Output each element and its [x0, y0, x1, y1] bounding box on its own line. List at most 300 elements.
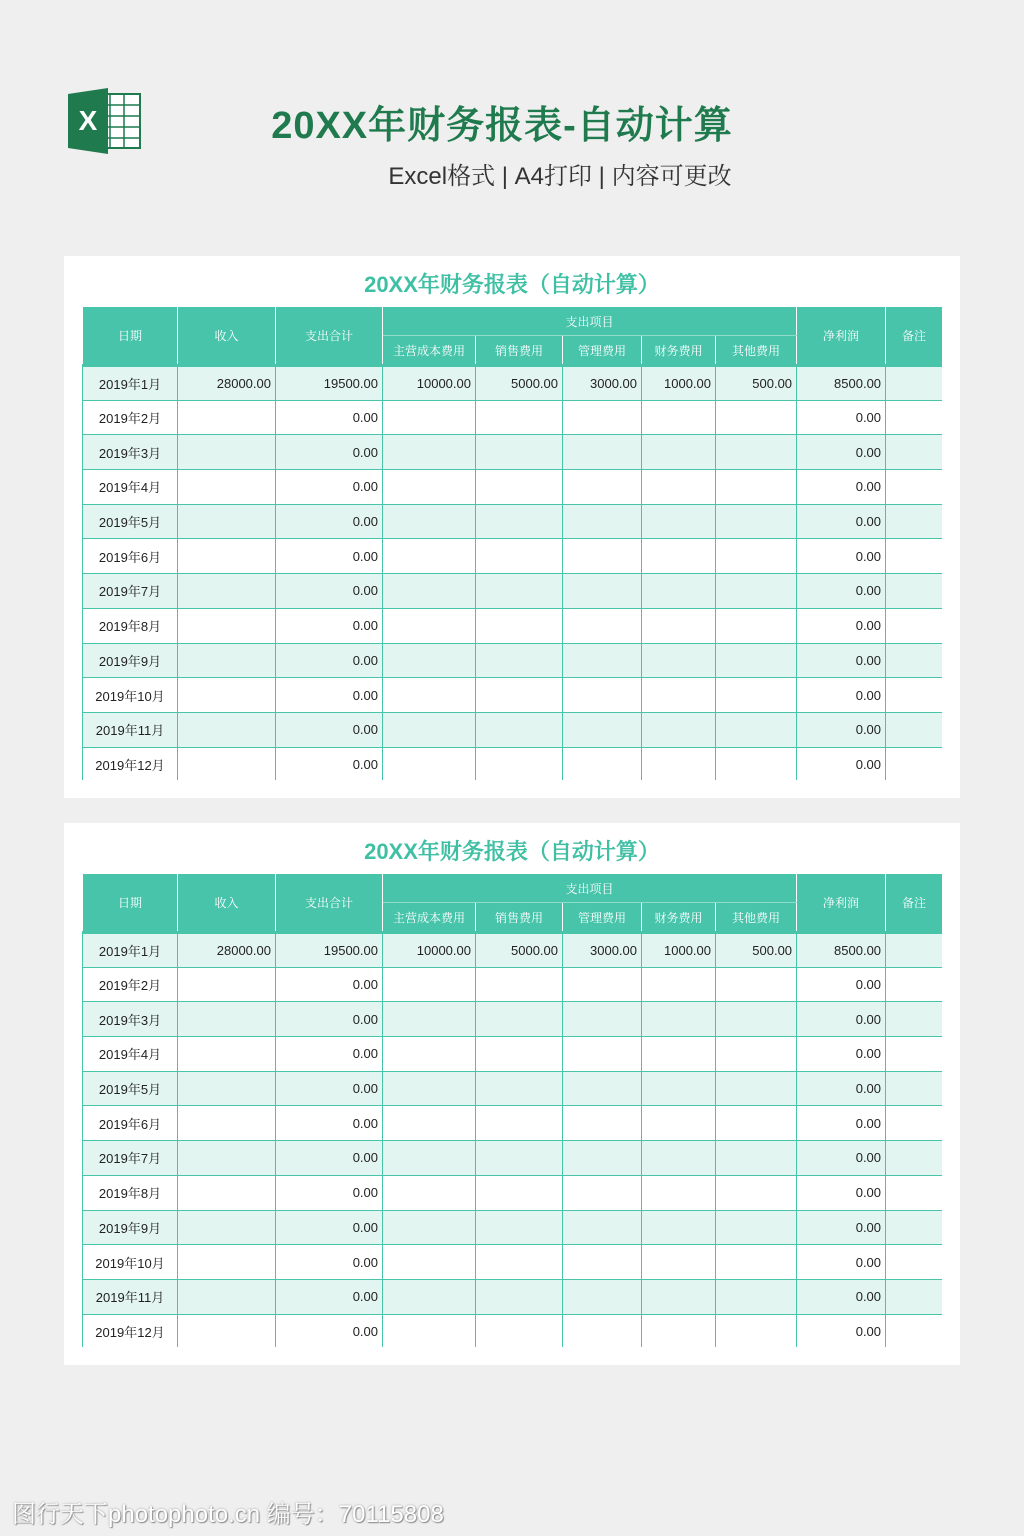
cell-other[interactable]: [716, 1071, 797, 1106]
cell-total-expense[interactable]: 0.00: [276, 1141, 383, 1176]
cell-main-cost[interactable]: [383, 470, 476, 505]
watermark-text: 图行天下photophoto.cn 编号：70115808: [12, 1501, 444, 1528]
cell-other[interactable]: [716, 1279, 797, 1314]
cell-admin[interactable]: [563, 1037, 642, 1072]
cell-income[interactable]: [178, 400, 276, 435]
cell-income[interactable]: [178, 1245, 276, 1280]
cell-finance[interactable]: [642, 747, 716, 780]
cell-date[interactable]: 2019年8月: [83, 1175, 178, 1210]
page-title: [0, 94, 1024, 149]
cell-main-cost[interactable]: [383, 643, 476, 678]
cell-income[interactable]: [178, 608, 276, 643]
sheet-title: 20XX年财务报表（自动计算）: [364, 272, 660, 297]
page-title-text: 20XX年财务报表-自动计算: [271, 105, 733, 147]
cell-finance[interactable]: [642, 712, 716, 747]
cell-date[interactable]: 2019年10月: [83, 1245, 178, 1280]
cell-admin[interactable]: [563, 1279, 642, 1314]
cell-admin[interactable]: [563, 1071, 642, 1106]
cell-other[interactable]: [716, 643, 797, 678]
report-table-wrap: [82, 306, 942, 780]
cell-date[interactable]: 2019年11月: [83, 712, 178, 747]
cell-total-expense[interactable]: 0.00: [276, 1210, 383, 1245]
cell-total-expense[interactable]: 19500.00: [276, 366, 383, 401]
cell-sales[interactable]: [476, 470, 563, 505]
cell-main-cost[interactable]: 10000.00: [383, 933, 476, 968]
cell-main-cost[interactable]: [383, 400, 476, 435]
cell-admin[interactable]: [563, 712, 642, 747]
col-header-main-cost: 主营成本费用: [383, 336, 476, 366]
col-header-finance: 财务费用: [642, 903, 716, 933]
cell-admin[interactable]: [563, 967, 642, 1002]
cell-net-profit[interactable]: 0.00: [797, 643, 886, 678]
cell-main-cost[interactable]: [383, 1106, 476, 1141]
cell-sales[interactable]: 5000.00: [476, 933, 563, 968]
cell-date[interactable]: 2019年4月: [83, 1037, 178, 1072]
cell-finance[interactable]: [642, 574, 716, 609]
cell-admin[interactable]: [563, 1314, 642, 1347]
cell-other[interactable]: [716, 1175, 797, 1210]
table-row: [83, 1071, 943, 1106]
table-row: [83, 1210, 943, 1245]
cell-net-profit[interactable]: 0.00: [797, 1175, 886, 1210]
cell-sales[interactable]: [476, 1175, 563, 1210]
cell-net-profit[interactable]: 0.00: [797, 1210, 886, 1245]
cell-notes[interactable]: [886, 539, 942, 574]
col-header-net-profit: 净利润: [797, 874, 886, 933]
cell-finance[interactable]: [642, 1071, 716, 1106]
cell-admin[interactable]: [563, 1106, 642, 1141]
col-header-total-expense: 支出合计: [276, 307, 383, 366]
table-row: [83, 1245, 943, 1280]
cell-net-profit[interactable]: 8500.00: [797, 366, 886, 401]
cell-other[interactable]: [716, 1037, 797, 1072]
cell-net-profit[interactable]: 0.00: [797, 574, 886, 609]
cell-income[interactable]: [178, 712, 276, 747]
cell-date[interactable]: 2019年11月: [83, 1279, 178, 1314]
cell-net-profit[interactable]: 0.00: [797, 435, 886, 470]
col-header-main-cost: 主营成本费用: [383, 903, 476, 933]
cell-sales[interactable]: [476, 1245, 563, 1280]
table-row: [83, 574, 943, 609]
table-row: [83, 608, 943, 643]
cell-admin[interactable]: [563, 504, 642, 539]
cell-date[interactable]: 2019年9月: [83, 1210, 178, 1245]
cell-main-cost[interactable]: [383, 574, 476, 609]
cell-finance[interactable]: [642, 1210, 716, 1245]
table-row: [83, 504, 943, 539]
col-header-date: 日期: [83, 307, 178, 366]
cell-total-expense[interactable]: 0.00: [276, 400, 383, 435]
cell-other[interactable]: [716, 574, 797, 609]
cell-income[interactable]: [178, 1141, 276, 1176]
cell-sales[interactable]: [476, 678, 563, 713]
cell-net-profit[interactable]: 0.00: [797, 1037, 886, 1072]
cell-income[interactable]: [178, 1037, 276, 1072]
cell-notes[interactable]: [886, 712, 942, 747]
col-header-expense-group: 支出项目: [383, 307, 797, 336]
cell-sales[interactable]: [476, 1210, 563, 1245]
cell-date[interactable]: 2019年6月: [83, 539, 178, 574]
cell-admin[interactable]: [563, 1002, 642, 1037]
cell-net-profit[interactable]: 0.00: [797, 1071, 886, 1106]
cell-total-expense[interactable]: 0.00: [276, 1279, 383, 1314]
col-header-income: 收入: [178, 874, 276, 933]
cell-sales[interactable]: [476, 1071, 563, 1106]
cell-finance[interactable]: [642, 643, 716, 678]
cell-income[interactable]: [178, 747, 276, 780]
cell-other[interactable]: [716, 1314, 797, 1347]
col-header-date: 日期: [83, 874, 178, 933]
cell-net-profit[interactable]: 0.00: [797, 1106, 886, 1141]
table-row: [83, 747, 943, 780]
cell-main-cost[interactable]: [383, 1279, 476, 1314]
cell-notes[interactable]: [886, 1279, 942, 1314]
table-row: [83, 967, 943, 1002]
cell-main-cost[interactable]: [383, 1175, 476, 1210]
cell-income[interactable]: [178, 1002, 276, 1037]
cell-notes[interactable]: [886, 435, 942, 470]
cell-other[interactable]: [716, 712, 797, 747]
cell-other[interactable]: [716, 1141, 797, 1176]
cell-date[interactable]: 2019年9月: [83, 643, 178, 678]
cell-date[interactable]: 2019年1月: [83, 933, 178, 968]
cell-date[interactable]: 2019年10月: [83, 678, 178, 713]
cell-sales[interactable]: [476, 1106, 563, 1141]
cell-date[interactable]: 2019年7月: [83, 1141, 178, 1176]
cell-net-profit[interactable]: 0.00: [797, 400, 886, 435]
cell-admin[interactable]: [563, 1210, 642, 1245]
cell-total-expense[interactable]: 0.00: [276, 643, 383, 678]
cell-date[interactable]: 2019年7月: [83, 574, 178, 609]
cell-main-cost[interactable]: [383, 747, 476, 780]
cell-notes[interactable]: [886, 574, 942, 609]
cell-other[interactable]: [716, 400, 797, 435]
cell-total-expense[interactable]: 0.00: [276, 1314, 383, 1347]
cell-sales[interactable]: [476, 1314, 563, 1347]
cell-date[interactable]: 2019年6月: [83, 1106, 178, 1141]
cell-finance[interactable]: [642, 470, 716, 505]
cell-finance[interactable]: [642, 678, 716, 713]
cell-main-cost[interactable]: [383, 1314, 476, 1347]
cell-other[interactable]: [716, 747, 797, 780]
cell-total-expense[interactable]: 0.00: [276, 678, 383, 713]
cell-sales[interactable]: [476, 643, 563, 678]
cell-sales[interactable]: [476, 1141, 563, 1176]
cell-finance[interactable]: [642, 539, 716, 574]
cell-income[interactable]: [178, 504, 276, 539]
col-header-net-profit: 净利润: [797, 307, 886, 366]
cell-finance[interactable]: [642, 1002, 716, 1037]
cell-other[interactable]: [716, 1210, 797, 1245]
cell-other[interactable]: [716, 504, 797, 539]
cell-total-expense[interactable]: 0.00: [276, 1175, 383, 1210]
cell-admin[interactable]: [563, 574, 642, 609]
cell-income[interactable]: [178, 1071, 276, 1106]
cell-net-profit[interactable]: 0.00: [797, 608, 886, 643]
cell-notes[interactable]: [886, 1071, 942, 1106]
cell-total-expense[interactable]: 0.00: [276, 539, 383, 574]
cell-date[interactable]: 2019年5月: [83, 1071, 178, 1106]
cell-net-profit[interactable]: 0.00: [797, 504, 886, 539]
cell-other[interactable]: [716, 1002, 797, 1037]
cell-admin[interactable]: [563, 470, 642, 505]
cell-finance[interactable]: 1000.00: [642, 933, 716, 968]
cell-other[interactable]: 500.00: [716, 933, 797, 968]
cell-total-expense[interactable]: 0.00: [276, 967, 383, 1002]
cell-sales[interactable]: [476, 574, 563, 609]
cell-sales[interactable]: [476, 1037, 563, 1072]
svg-text:X: X: [78, 105, 98, 136]
cell-income[interactable]: [178, 1279, 276, 1314]
col-header-admin: 管理费用: [563, 903, 642, 933]
cell-finance[interactable]: [642, 1106, 716, 1141]
cell-date[interactable]: 2019年12月: [83, 1314, 178, 1347]
cell-main-cost[interactable]: [383, 1037, 476, 1072]
cell-notes[interactable]: [886, 608, 942, 643]
cell-main-cost[interactable]: [383, 539, 476, 574]
cell-sales[interactable]: [476, 1002, 563, 1037]
cell-income[interactable]: [178, 470, 276, 505]
cell-main-cost[interactable]: [383, 608, 476, 643]
cell-admin[interactable]: [563, 1245, 642, 1280]
cell-notes[interactable]: [886, 1002, 942, 1037]
report-table: [82, 306, 942, 780]
table-row: [83, 1314, 943, 1347]
cell-sales[interactable]: [476, 747, 563, 780]
cell-admin[interactable]: [563, 1141, 642, 1176]
cell-sales[interactable]: [476, 967, 563, 1002]
cell-total-expense[interactable]: 0.00: [276, 1037, 383, 1072]
table-row: [83, 1106, 943, 1141]
cell-date[interactable]: 2019年2月: [83, 967, 178, 1002]
cell-total-expense[interactable]: 0.00: [276, 712, 383, 747]
cell-finance[interactable]: [642, 400, 716, 435]
cell-net-profit[interactable]: 0.00: [797, 1314, 886, 1347]
cell-net-profit[interactable]: 0.00: [797, 1141, 886, 1176]
table-row: [83, 400, 943, 435]
cell-other[interactable]: [716, 1245, 797, 1280]
cell-admin[interactable]: [563, 400, 642, 435]
cell-sales[interactable]: [476, 1279, 563, 1314]
col-header-income: 收入: [178, 307, 276, 366]
table-row: [83, 1279, 943, 1314]
cell-total-expense[interactable]: 0.00: [276, 608, 383, 643]
cell-net-profit[interactable]: 0.00: [797, 967, 886, 1002]
sheet-1: [64, 256, 960, 798]
col-header-sales: 销售费用: [476, 903, 563, 933]
cell-main-cost[interactable]: [383, 678, 476, 713]
cell-finance[interactable]: [642, 435, 716, 470]
cell-finance[interactable]: [642, 1279, 716, 1314]
cell-income[interactable]: [178, 967, 276, 1002]
sheet-2: [64, 823, 960, 1365]
col-header-other: 其他费用: [716, 903, 797, 933]
cell-other[interactable]: [716, 608, 797, 643]
cell-income[interactable]: [178, 1106, 276, 1141]
cell-other[interactable]: 500.00: [716, 366, 797, 401]
cell-main-cost[interactable]: [383, 1071, 476, 1106]
page-subtitle: [0, 156, 1024, 191]
col-header-notes: 备注: [886, 307, 942, 366]
cell-sales[interactable]: [476, 504, 563, 539]
cell-total-expense[interactable]: 0.00: [276, 1071, 383, 1106]
col-header-sales: 销售费用: [476, 336, 563, 366]
cell-net-profit[interactable]: 8500.00: [797, 933, 886, 968]
cell-income[interactable]: [178, 643, 276, 678]
table-row: [83, 1141, 943, 1176]
cell-notes[interactable]: [886, 643, 942, 678]
col-header-admin: 管理费用: [563, 336, 642, 366]
cell-sales[interactable]: [476, 435, 563, 470]
cell-main-cost[interactable]: [383, 1002, 476, 1037]
cell-notes[interactable]: [886, 504, 942, 539]
cell-notes[interactable]: [886, 747, 942, 780]
cell-total-expense[interactable]: 0.00: [276, 504, 383, 539]
cell-other[interactable]: [716, 539, 797, 574]
table-body: [83, 933, 943, 1348]
cell-total-expense[interactable]: 0.00: [276, 1245, 383, 1280]
cell-net-profit[interactable]: 0.00: [797, 470, 886, 505]
cell-main-cost[interactable]: 10000.00: [383, 366, 476, 401]
cell-main-cost[interactable]: [383, 435, 476, 470]
cell-net-profit[interactable]: 0.00: [797, 1245, 886, 1280]
cell-date[interactable]: 2019年1月: [83, 366, 178, 401]
cell-main-cost[interactable]: [383, 1141, 476, 1176]
table-row: [83, 933, 943, 968]
cell-notes[interactable]: [886, 678, 942, 713]
cell-date[interactable]: 2019年3月: [83, 1002, 178, 1037]
cell-admin[interactable]: [563, 435, 642, 470]
cell-income[interactable]: [178, 1175, 276, 1210]
cell-income[interactable]: [178, 1210, 276, 1245]
cell-total-expense[interactable]: 0.00: [276, 1106, 383, 1141]
cell-total-expense[interactable]: 0.00: [276, 470, 383, 505]
table-row: [83, 712, 943, 747]
page-header: [0, 0, 1024, 230]
cell-net-profit[interactable]: 0.00: [797, 747, 886, 780]
table-row: [83, 366, 943, 401]
cell-other[interactable]: [716, 1106, 797, 1141]
cell-notes[interactable]: [886, 1175, 942, 1210]
cell-notes[interactable]: [886, 1141, 942, 1176]
cell-notes[interactable]: [886, 366, 942, 401]
cell-main-cost[interactable]: [383, 712, 476, 747]
cell-income[interactable]: 28000.00: [178, 366, 276, 401]
cell-net-profit[interactable]: 0.00: [797, 1002, 886, 1037]
cell-finance[interactable]: [642, 1037, 716, 1072]
table-row: [83, 1175, 943, 1210]
cell-total-expense[interactable]: 0.00: [276, 435, 383, 470]
cell-sales[interactable]: [476, 400, 563, 435]
cell-notes[interactable]: [886, 400, 942, 435]
cell-main-cost[interactable]: [383, 967, 476, 1002]
cell-income[interactable]: 28000.00: [178, 933, 276, 968]
cell-notes[interactable]: [886, 1210, 942, 1245]
cell-notes[interactable]: [886, 1314, 942, 1347]
cell-admin[interactable]: [563, 643, 642, 678]
cell-notes[interactable]: [886, 1106, 942, 1141]
cell-income[interactable]: [178, 678, 276, 713]
table-row: [83, 678, 943, 713]
cell-main-cost[interactable]: [383, 1210, 476, 1245]
col-header-finance: 财务费用: [642, 336, 716, 366]
cell-income[interactable]: [178, 1314, 276, 1347]
cell-sales[interactable]: 5000.00: [476, 366, 563, 401]
cell-sales[interactable]: [476, 712, 563, 747]
cell-date[interactable]: 2019年5月: [83, 504, 178, 539]
cell-finance[interactable]: [642, 1141, 716, 1176]
cell-admin[interactable]: [563, 1175, 642, 1210]
cell-income[interactable]: [178, 574, 276, 609]
cell-total-expense[interactable]: 0.00: [276, 574, 383, 609]
page-subtitle-text: Excel格式 | A4打印 | 内容可更改: [388, 163, 732, 190]
cell-total-expense[interactable]: 19500.00: [276, 933, 383, 968]
cell-other[interactable]: [716, 435, 797, 470]
cell-finance[interactable]: 1000.00: [642, 366, 716, 401]
cell-net-profit[interactable]: 0.00: [797, 712, 886, 747]
cell-finance[interactable]: [642, 1245, 716, 1280]
cell-net-profit[interactable]: 0.00: [797, 678, 886, 713]
cell-finance[interactable]: [642, 504, 716, 539]
cell-admin[interactable]: [563, 608, 642, 643]
cell-notes[interactable]: [886, 967, 942, 1002]
report-table-wrap: [82, 873, 942, 1347]
cell-notes[interactable]: [886, 1245, 942, 1280]
col-header-expense-group: 支出项目: [383, 874, 797, 903]
cell-other[interactable]: [716, 678, 797, 713]
cell-finance[interactable]: [642, 608, 716, 643]
cell-main-cost[interactable]: [383, 504, 476, 539]
table-row: [83, 1037, 943, 1072]
cell-admin[interactable]: 3000.00: [563, 933, 642, 968]
cell-net-profit[interactable]: 0.00: [797, 539, 886, 574]
col-header-other: 其他费用: [716, 336, 797, 366]
table-row: [83, 470, 943, 505]
cell-admin[interactable]: [563, 678, 642, 713]
table-row: [83, 539, 943, 574]
cell-admin[interactable]: 3000.00: [563, 366, 642, 401]
cell-notes[interactable]: [886, 933, 942, 968]
cell-date[interactable]: 2019年4月: [83, 470, 178, 505]
cell-sales[interactable]: [476, 608, 563, 643]
cell-date[interactable]: 2019年8月: [83, 608, 178, 643]
cell-income[interactable]: [178, 435, 276, 470]
cell-notes[interactable]: [886, 1037, 942, 1072]
cell-date[interactable]: 2019年12月: [83, 747, 178, 780]
cell-date[interactable]: 2019年2月: [83, 400, 178, 435]
sheet-title: 20XX年财务报表（自动计算）: [364, 839, 660, 864]
cell-other[interactable]: [716, 967, 797, 1002]
cell-finance[interactable]: [642, 1175, 716, 1210]
cell-main-cost[interactable]: [383, 1245, 476, 1280]
cell-total-expense[interactable]: 0.00: [276, 1002, 383, 1037]
cell-date[interactable]: 2019年3月: [83, 435, 178, 470]
cell-total-expense[interactable]: 0.00: [276, 747, 383, 780]
col-header-total-expense: 支出合计: [276, 874, 383, 933]
report-table: [82, 873, 942, 1347]
cell-notes[interactable]: [886, 470, 942, 505]
cell-admin[interactable]: [563, 747, 642, 780]
cell-income[interactable]: [178, 539, 276, 574]
cell-admin[interactable]: [563, 539, 642, 574]
table-body: [83, 366, 943, 781]
table-row: [83, 643, 943, 678]
cell-other[interactable]: [716, 470, 797, 505]
cell-finance[interactable]: [642, 967, 716, 1002]
cell-net-profit[interactable]: 0.00: [797, 1279, 886, 1314]
cell-sales[interactable]: [476, 539, 563, 574]
cell-finance[interactable]: [642, 1314, 716, 1347]
